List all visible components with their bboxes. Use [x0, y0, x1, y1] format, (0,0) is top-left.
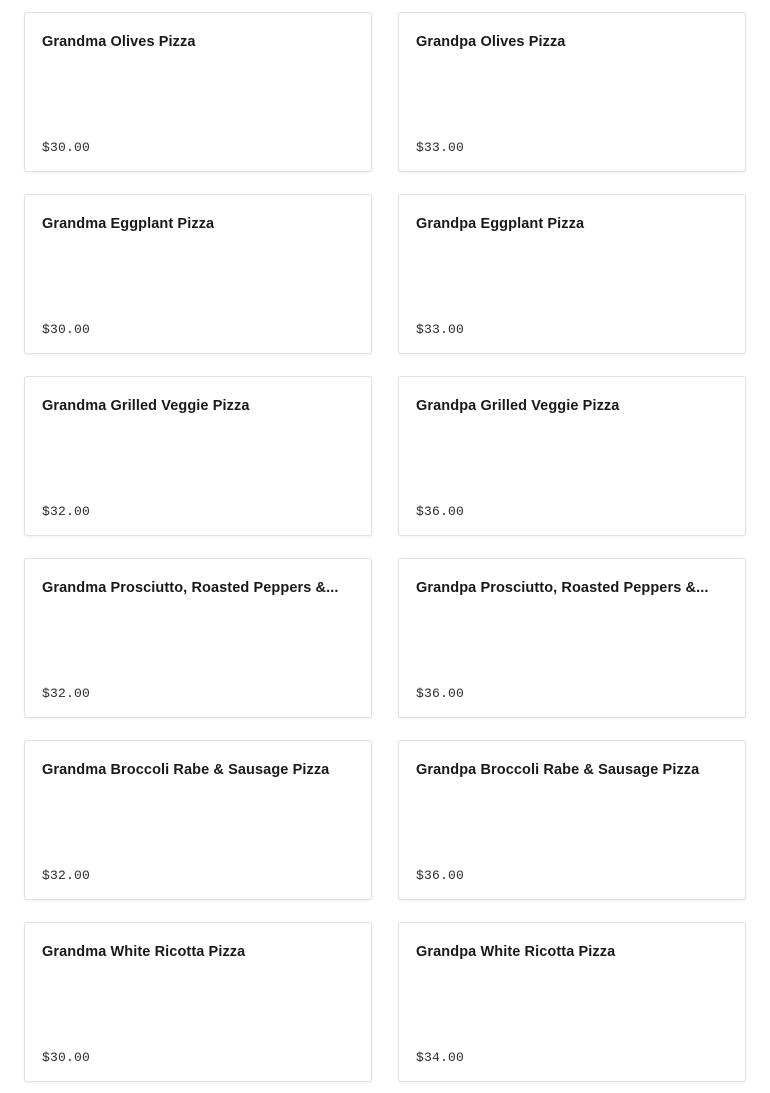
menu-item-name: Grandpa Eggplant Pizza — [416, 216, 585, 232]
menu-item-price: $33.00 — [416, 140, 465, 155]
menu-item-card[interactable] — [398, 12, 746, 172]
menu-item-price: $34.00 — [416, 1050, 465, 1065]
menu-item-card[interactable] — [398, 558, 746, 718]
menu-item-name: Grandpa Broccoli Rabe & Sausage Pizza — [416, 762, 700, 778]
menu-item-card[interactable] — [398, 922, 746, 1082]
menu-item-name: Grandma Broccoli Rabe & Sausage Pizza — [42, 762, 330, 778]
menu-item-name: Grandma Eggplant Pizza — [42, 216, 215, 232]
menu-item-name: Grandpa Grilled Veggie Pizza — [416, 398, 620, 414]
menu-item-card[interactable] — [24, 194, 372, 354]
menu-item-name: Grandpa White Ricotta Pizza — [416, 944, 616, 960]
menu-item-name: Grandma White Ricotta Pizza — [42, 944, 246, 960]
menu-item-card[interactable] — [398, 194, 746, 354]
menu-item-price: $32.00 — [42, 686, 91, 701]
menu-item-price: $30.00 — [42, 1050, 91, 1065]
menu-item-card[interactable] — [24, 376, 372, 536]
menu-item-card[interactable] — [398, 376, 746, 536]
menu-item-card[interactable] — [24, 12, 372, 172]
menu-item-price: $36.00 — [416, 868, 465, 883]
menu-item-price: $30.00 — [42, 322, 91, 337]
menu-item-name: Grandpa Prosciutto, Roasted Peppers &... — [416, 580, 709, 596]
menu-item-name: Grandma Prosciutto, Roasted Peppers &... — [42, 580, 339, 596]
menu-item-card[interactable] — [24, 740, 372, 900]
menu-item-price: $32.00 — [42, 504, 91, 519]
menu-item-name: Grandma Grilled Veggie Pizza — [42, 398, 250, 414]
menu-item-name: Grandpa Olives Pizza — [416, 34, 566, 50]
menu-item-name: Grandma Olives Pizza — [42, 34, 196, 50]
menu-item-card[interactable] — [398, 740, 746, 900]
menu-item-price: $32.00 — [42, 868, 91, 883]
menu-item-price: $36.00 — [416, 686, 465, 701]
menu-item-price: $30.00 — [42, 140, 91, 155]
menu-item-price: $33.00 — [416, 322, 465, 337]
menu-item-card[interactable] — [24, 558, 372, 718]
menu-item-price: $36.00 — [416, 504, 465, 519]
menu-item-card[interactable] — [24, 922, 372, 1082]
